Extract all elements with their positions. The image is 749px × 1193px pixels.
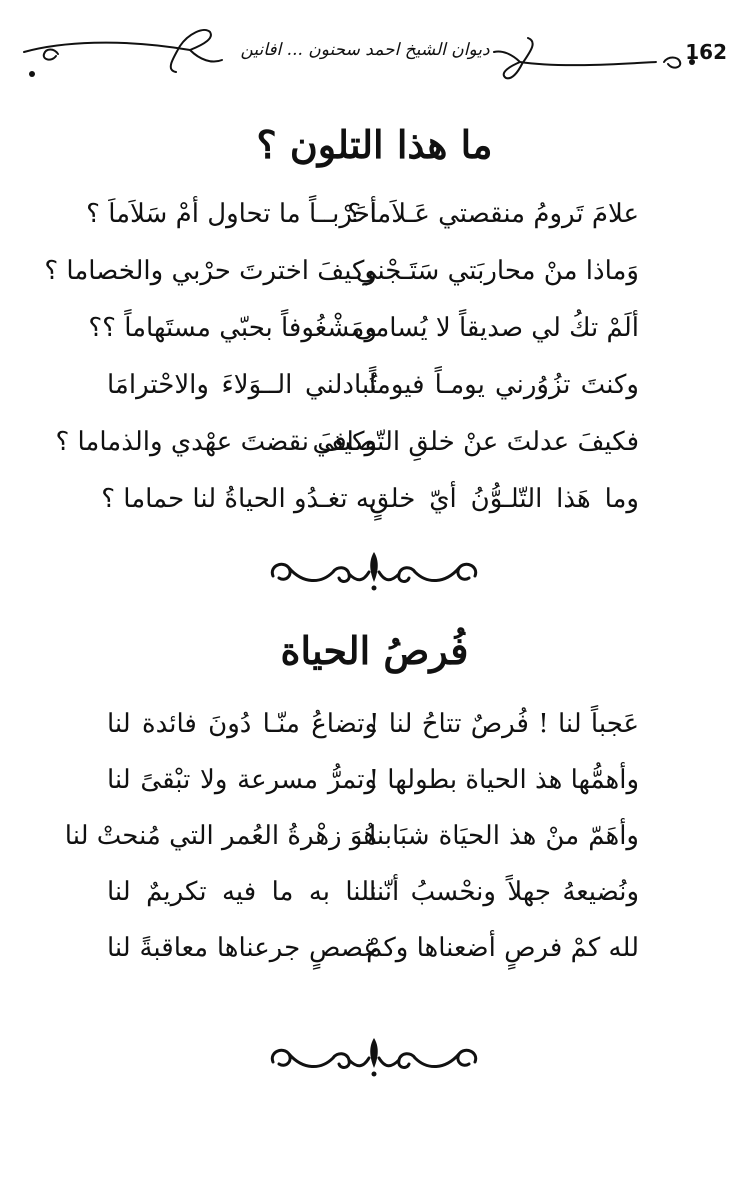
verse-second-hemistich: هُوَ زهْرةُ العُمر التي مُنحتْ لنا <box>64 821 377 851</box>
verse-line <box>0 420 749 477</box>
divider-ornament <box>263 548 485 592</box>
verse-first-hemistich: ونُضيعهُ جهلاً ونحْسبُ أنّنا <box>369 877 639 907</box>
verse-line <box>0 192 749 249</box>
poem-stanza <box>0 192 749 534</box>
verse-first-hemistich: وكنتَ تزُوُرني يومـاً فيوماً <box>369 370 639 400</box>
poem-title: ما هذا التلون ؟ <box>256 122 493 167</box>
verse-line <box>0 306 749 363</box>
verse-second-hemistich: وتمرُّ مسرعة ولا تبْقىً لنا <box>107 765 377 795</box>
verse-line <box>0 814 749 870</box>
verse-line <box>0 363 749 420</box>
verse-line <box>0 477 749 534</box>
running-head: ديوان الشيخ احمد سحنون ... افانين <box>240 40 490 60</box>
verse-first-hemistich: فكيفَ عدلتَ عنْ خلقِ التّصافي <box>312 427 639 457</box>
verse-second-hemistich: وكيفَ نقضتَ عهْدي والذماما ؟ <box>55 427 377 457</box>
verse-second-hemistich: غصصٍ جرعناها معاقبةً لنا <box>107 933 377 963</box>
page-header <box>0 20 749 90</box>
verse-second-hemistich: وكيفَ اخترتَ حرْبي والخصاما ؟ <box>44 256 377 286</box>
verse-second-hemistich: به تغـدُو الحياةُ لنا حماما ؟ <box>101 484 377 514</box>
verse-first-hemistich: عَجباً لنا ! فُرصٌ تتاحُ لنا ! <box>369 709 639 739</box>
poem-stanza <box>0 702 749 982</box>
verse-first-hemistich: ألَمْ تكُ لي صديقاً لا يُسامى <box>353 313 639 343</box>
verse-second-hemistich: وتضاعُ منّـا دُونَ فائدة لنا <box>107 709 377 739</box>
verse-first-hemistich: وَماذا منْ محاربَتي سَتَـجْني <box>355 256 639 286</box>
verse-second-hemistich: نلنا به ما فيه تكريمٌ لنا <box>107 877 377 907</box>
verse-first-hemistich: وما هَذا التّلـوُّنُ أيّ خلقٍ <box>369 484 639 514</box>
verse-second-hemistich: تُبادلني الــوَلاءَ والاحْترامَا <box>107 370 377 400</box>
verse-first-hemistich: وأهَمّ منْ هذ الحيَاة شبَابنا <box>369 821 639 851</box>
verse-line <box>0 758 749 814</box>
verse-first-hemistich: وأهمُّها هذ الحياة بطولها ! <box>368 765 639 795</box>
poem-title: فُرصُ الحياة <box>280 628 469 673</box>
verse-line <box>0 249 749 306</box>
verse-first-hemistich: لله كمْ فرصٍ أضعناها وكمْ <box>366 933 639 963</box>
verse-line <box>0 926 749 982</box>
divider-ornament <box>263 1034 485 1078</box>
verse-first-hemistich: علامَ تَرومُ منقصتي عَـلاَما ؟ <box>347 199 639 229</box>
page-number: 162 <box>685 40 727 64</box>
verse-second-hemistich: ومَشْغُوفاً بحبّي مستَهاماً ؟؟ <box>88 313 377 343</box>
verse-line <box>0 702 749 758</box>
verse-second-hemistich: أحَرْبــاً ما تحاول أمْ سَلاَماَ ؟ <box>86 199 377 229</box>
verse-line <box>0 870 749 926</box>
